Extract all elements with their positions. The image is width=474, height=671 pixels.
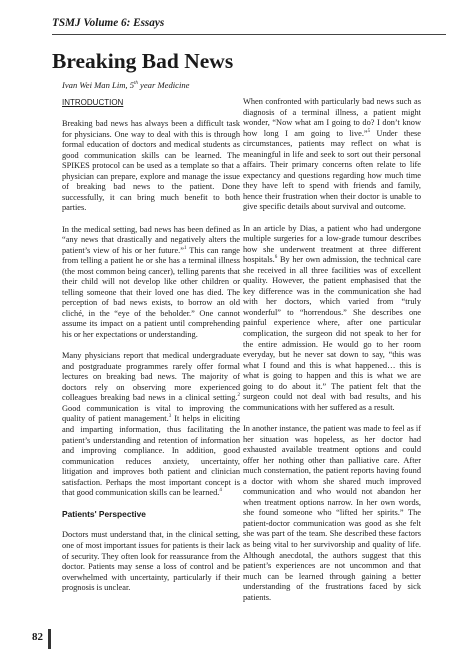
citation: 4: [219, 488, 222, 494]
section-heading-patients-perspective: Patients' Perspective: [62, 509, 146, 520]
byline-author: Ivan Wei Man Lim, 5: [62, 80, 135, 90]
paragraph: Breaking bad news has always been a difficult task for physicians. One way to deal with this is through formal education of doctors and medical students as good communication skills can be learned. The SPIKES protocol can be used as a template so that a physician can prepare, explore and manage the issue of breaking bad news to the patient. Done successfully, it can bring much benefit to both parties.: [62, 119, 240, 213]
paragraph: In the medical setting, bad news has been defined as “any news that drastically and negatively alters the patient’s view of his or her future.”$^1$ This can range from telling a patient he or she has a terminal illness (the most common being cancer), telling parents that their child will not develop like other children or telling someone that their loved one has died. The perception of bad news exists, to borrow an old cliché, in the “eye of the beholder.” One cannot assume its impact on a patient until comprehending his or her expectations or understanding.: [62, 224, 240, 340]
citation: 5: [367, 128, 371, 134]
citation: 3: [168, 414, 172, 420]
paragraph: When confronted with particularly bad news such as diagnosis of a terminal illness, a patient might wonder, “Now what am I going to do? I don’t know how long I am going to live.”$^5$ Under these circumstances, patients may reflect on what is meaningful in life and seek to sort out their personal affairs. Their primary concerns often relate to life expectancy and questions regarding how much time they have left to spend with friends and family, hence their frustration when their doctor is unable to give specific details about survival and outcome.: [243, 97, 421, 212]
header-rule: [52, 34, 446, 35]
byline-superscript: th: [134, 81, 138, 87]
citation: 6: [274, 255, 278, 261]
citation: 1: [183, 245, 187, 251]
byline: [62, 80, 189, 90]
left-column: [62, 98, 240, 604]
right-column: [243, 97, 421, 614]
byline-year: year Medicine: [137, 80, 190, 90]
paragraph: In another instance, the patient was made to feel as if her situation was hopeless, as her doctor had exhausted available treatment options and could offer her nothing other than palliative care. After much consternation, the patient reports having found a doctor with whom she shared much improved communication and who would not abandon her when treatment options narrow. In her own words, she found someone who “lifted her spirits.” The patient-doctor communication was good as she felt she was part of the team. She described these factors as being vital to her survivorship and quality of life. Although anecdotal, the authors suggest that this patient’s experiences are not uncommon and that much can be learned through gaining a better understanding of the frustrations faced by sick patients.: [243, 423, 421, 602]
page-number: 82: [32, 631, 43, 643]
paragraph: Doctors must understand that, in the clinical setting, one of most important issues for patients is their lack of security. They often look for reassurance from the doctor. Patients may sense a loss of control and be overwhelmed with uncertainty, particularly if their prognosis is unclear.: [62, 530, 240, 593]
article-title: Breaking Bad News: [52, 49, 234, 73]
paragraph: Many physicians report that medical undergraduate and postgraduate programmes rarely offer formal lectures on breaking bad news. The majority of doctors rely on observing more experienced colleagues breaking bad news in a clinical setting.$^2$ Good communication is vital to improving the quality of patient management.$^3$ It helps in eliciting and imparting information, thus facilitating the patient’s understanding and retention of information and improving compliance. In addition, good communication reduces anxiety, uncertainty, litigation and improves both patient and clinician satisfaction. Perhaps the most important concept is that good communication skills can be learned.$^4$: [62, 351, 240, 498]
citation: 2: [237, 393, 240, 399]
page-number-bar: [48, 629, 51, 649]
running-head: TSMJ Volume 6: Essays: [52, 17, 165, 29]
section-heading-introduction: INTRODUCTION: [62, 98, 124, 107]
paragraph: In an article by Dias, a patient who had undergone multiple surgeries for a low-grade tumour describes how she underwent treatment at three different hospitals.$^6$ By her own admission, the technical care she received in all three facilities was of excellent quality. However, the patient emphasised that the key difference was in the communication she had with her doctors, which varied from “truly wonderful” to “horrendous.” She describes one painful experience where, after one particular complication, the surgeon did not speak to her for the entire admission. He would go to her room everyday, but he never sat down to say, “this was what I found and this is what happened… this is what is going to happen and this is what we are going to do about it.” The patient felt that the surgeon could not deal with bad results, and his communications with her suffered as a result.: [243, 223, 421, 412]
